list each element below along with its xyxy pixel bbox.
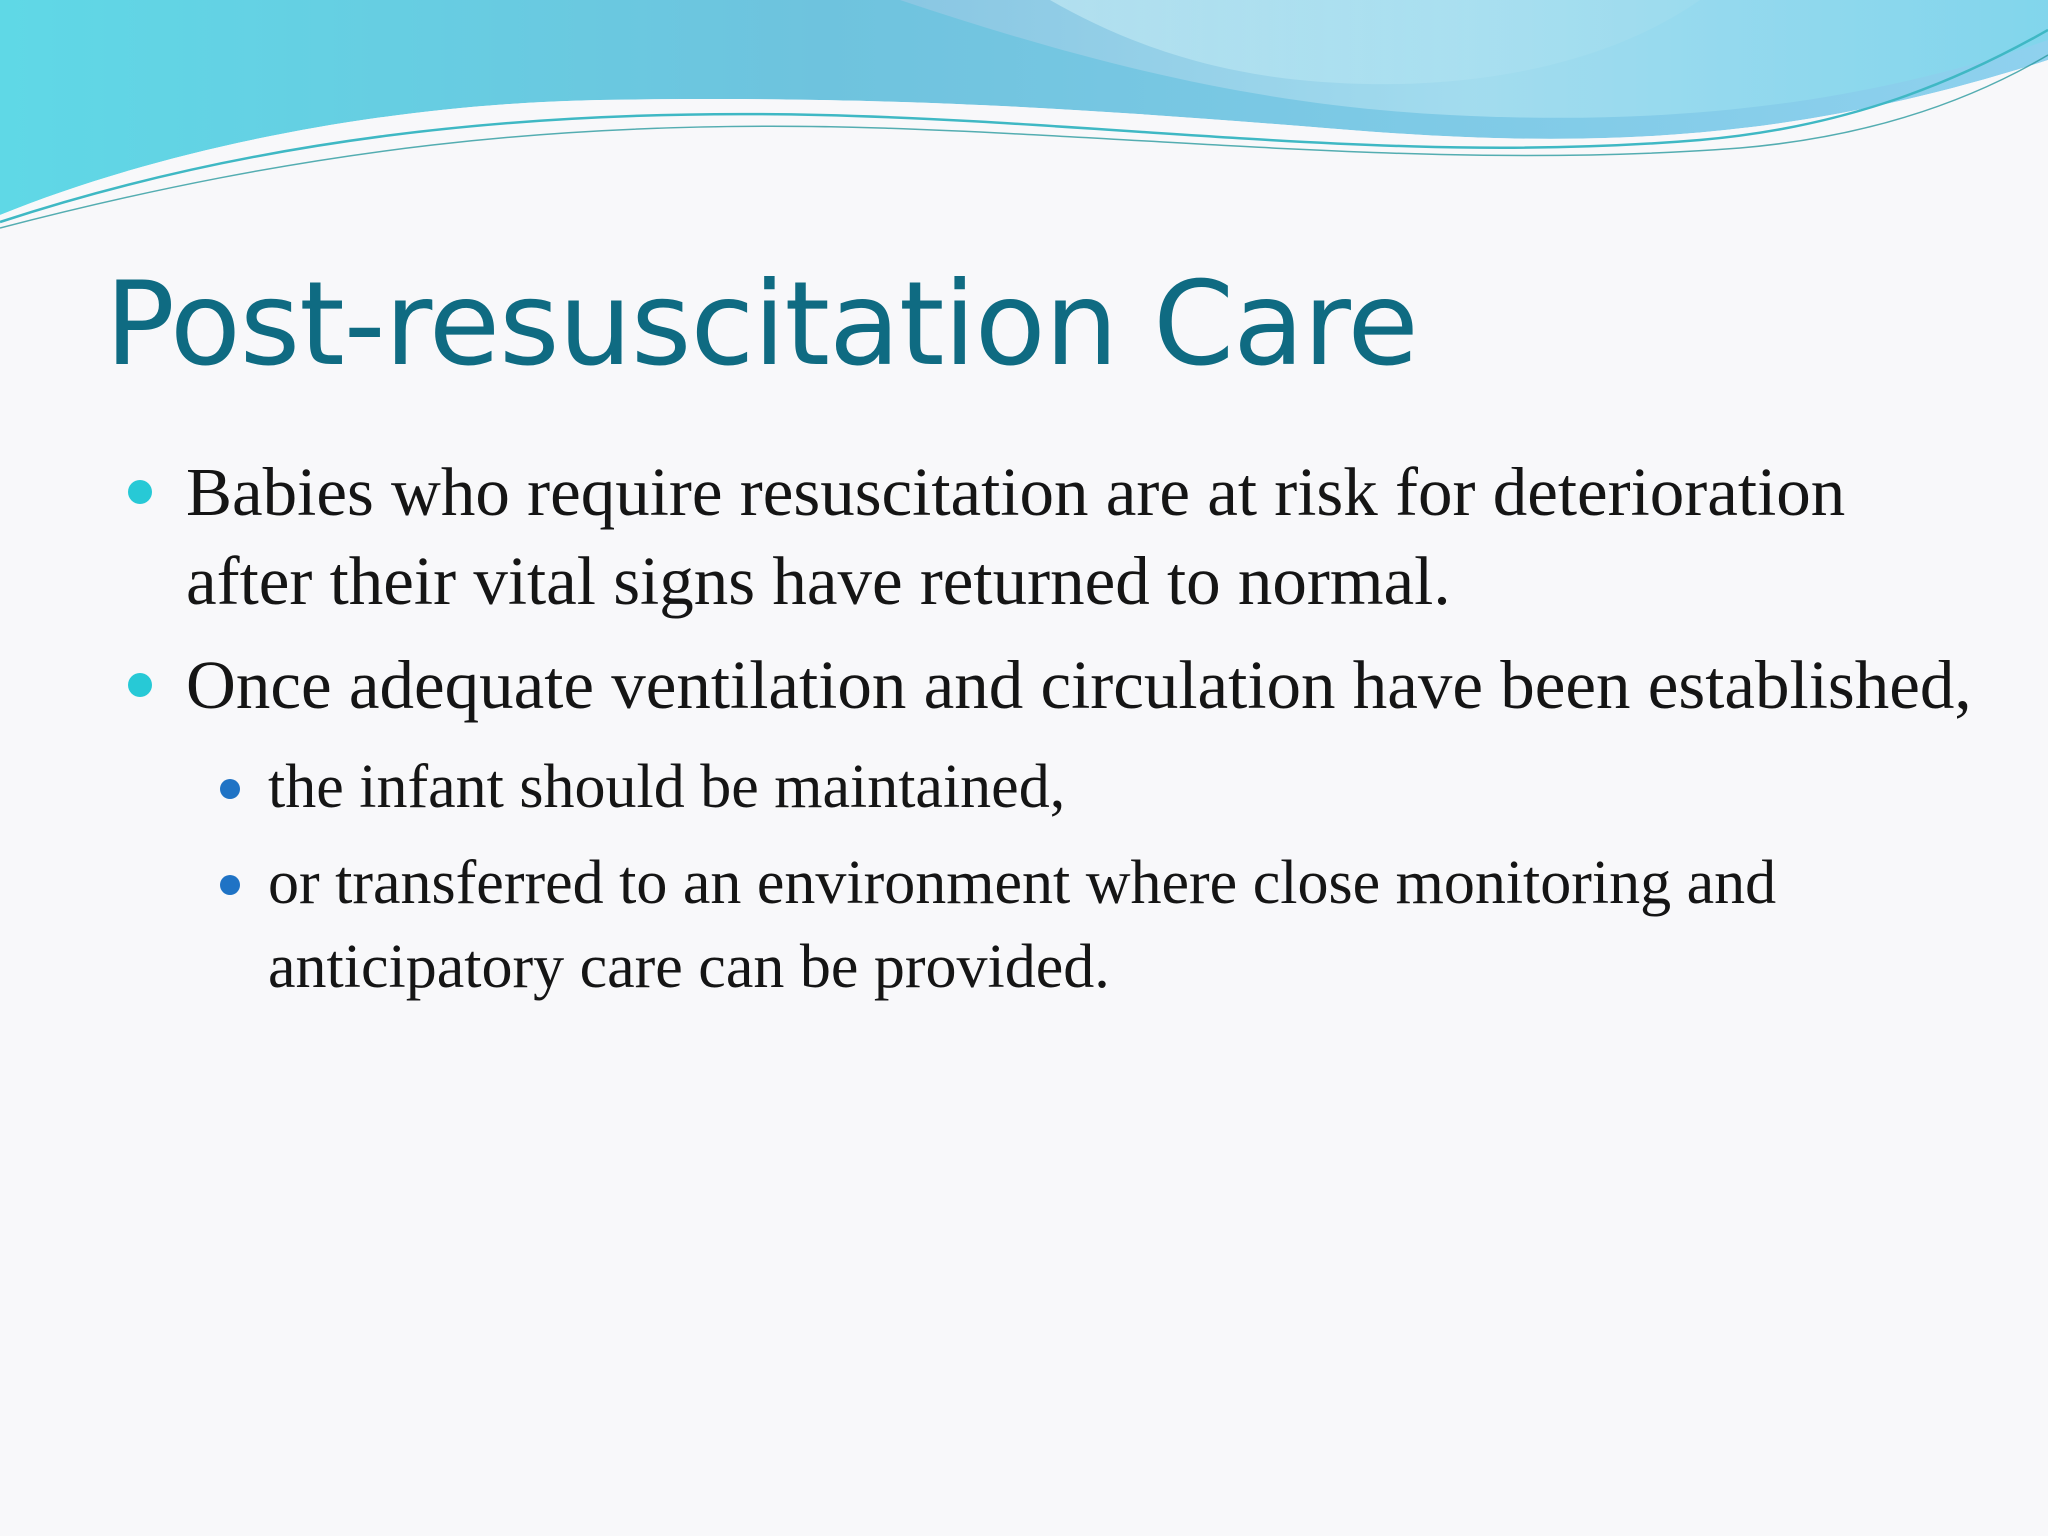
sub-bullet-text: the infant should be maintained, <box>268 753 1066 821</box>
header-wave-decoration <box>0 0 2048 240</box>
slide-title: Post-resuscitation Care <box>105 257 1418 392</box>
bullet-text: Babies who require resuscitation are at risk for deterioration after their vital signs have returned to normal. <box>186 454 1846 619</box>
bullet-item <box>120 641 1980 730</box>
sub-bullet-text: or transferred to an environment where close monitoring and anticipatory care can be provided. <box>268 849 1777 1001</box>
sub-bullet-item <box>120 745 1980 829</box>
bullet-dot-icon <box>128 673 152 697</box>
sub-bullet-item <box>120 841 1980 1009</box>
sub-bullet-dot-icon <box>220 779 240 799</box>
bullet-item <box>120 448 1980 626</box>
bullet-text: Once adequate ventilation and circulation have been established, <box>186 647 1972 723</box>
bullet-dot-icon <box>128 480 152 504</box>
sub-bullet-dot-icon <box>220 875 240 895</box>
sub-bullet-list <box>120 745 1980 1009</box>
slide-body <box>120 448 1980 1021</box>
